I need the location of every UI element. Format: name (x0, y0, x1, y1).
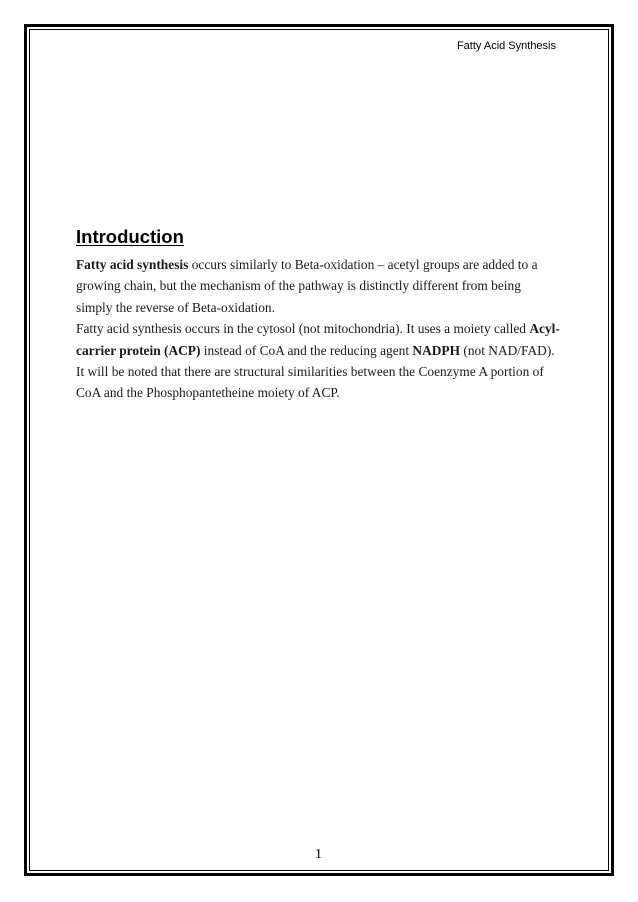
paragraph-2-text-c: (not NAD/FAD). It will be noted that there are structural similarities between the Coenzyme A portion of CoA and the Phosphopantetheine moiety of ACP. (76, 342, 555, 401)
paragraph-2-text-b: instead of CoA and the reducing agent (200, 342, 413, 358)
bold-term-acp: Acyl-carrier protein (ACP) (76, 321, 560, 358)
section-body (76, 254, 560, 404)
page-border-inner (29, 29, 609, 871)
paragraph-1-text: occurs similarly to Beta-oxidation – acetyl groups are added to a growing chain, but the mechanism of the pathway is distinctly different from being simply the reverse of Beta-oxidation. (76, 257, 538, 315)
bold-term-fatty-acid-synthesis: Fatty acid synthesis (76, 257, 189, 272)
page-number: 1 (315, 847, 322, 862)
paragraph-1 (76, 254, 560, 318)
paragraph-2 (76, 318, 560, 404)
bold-term-nadph: NADPH (412, 342, 461, 358)
paragraph-2-text-a: Fatty acid synthesis occurs in the cytosol (not mitochondria). It uses a moiety called (76, 321, 530, 337)
running-header: Fatty Acid Synthesis (456, 40, 556, 52)
section-heading: Introduction (76, 226, 184, 247)
